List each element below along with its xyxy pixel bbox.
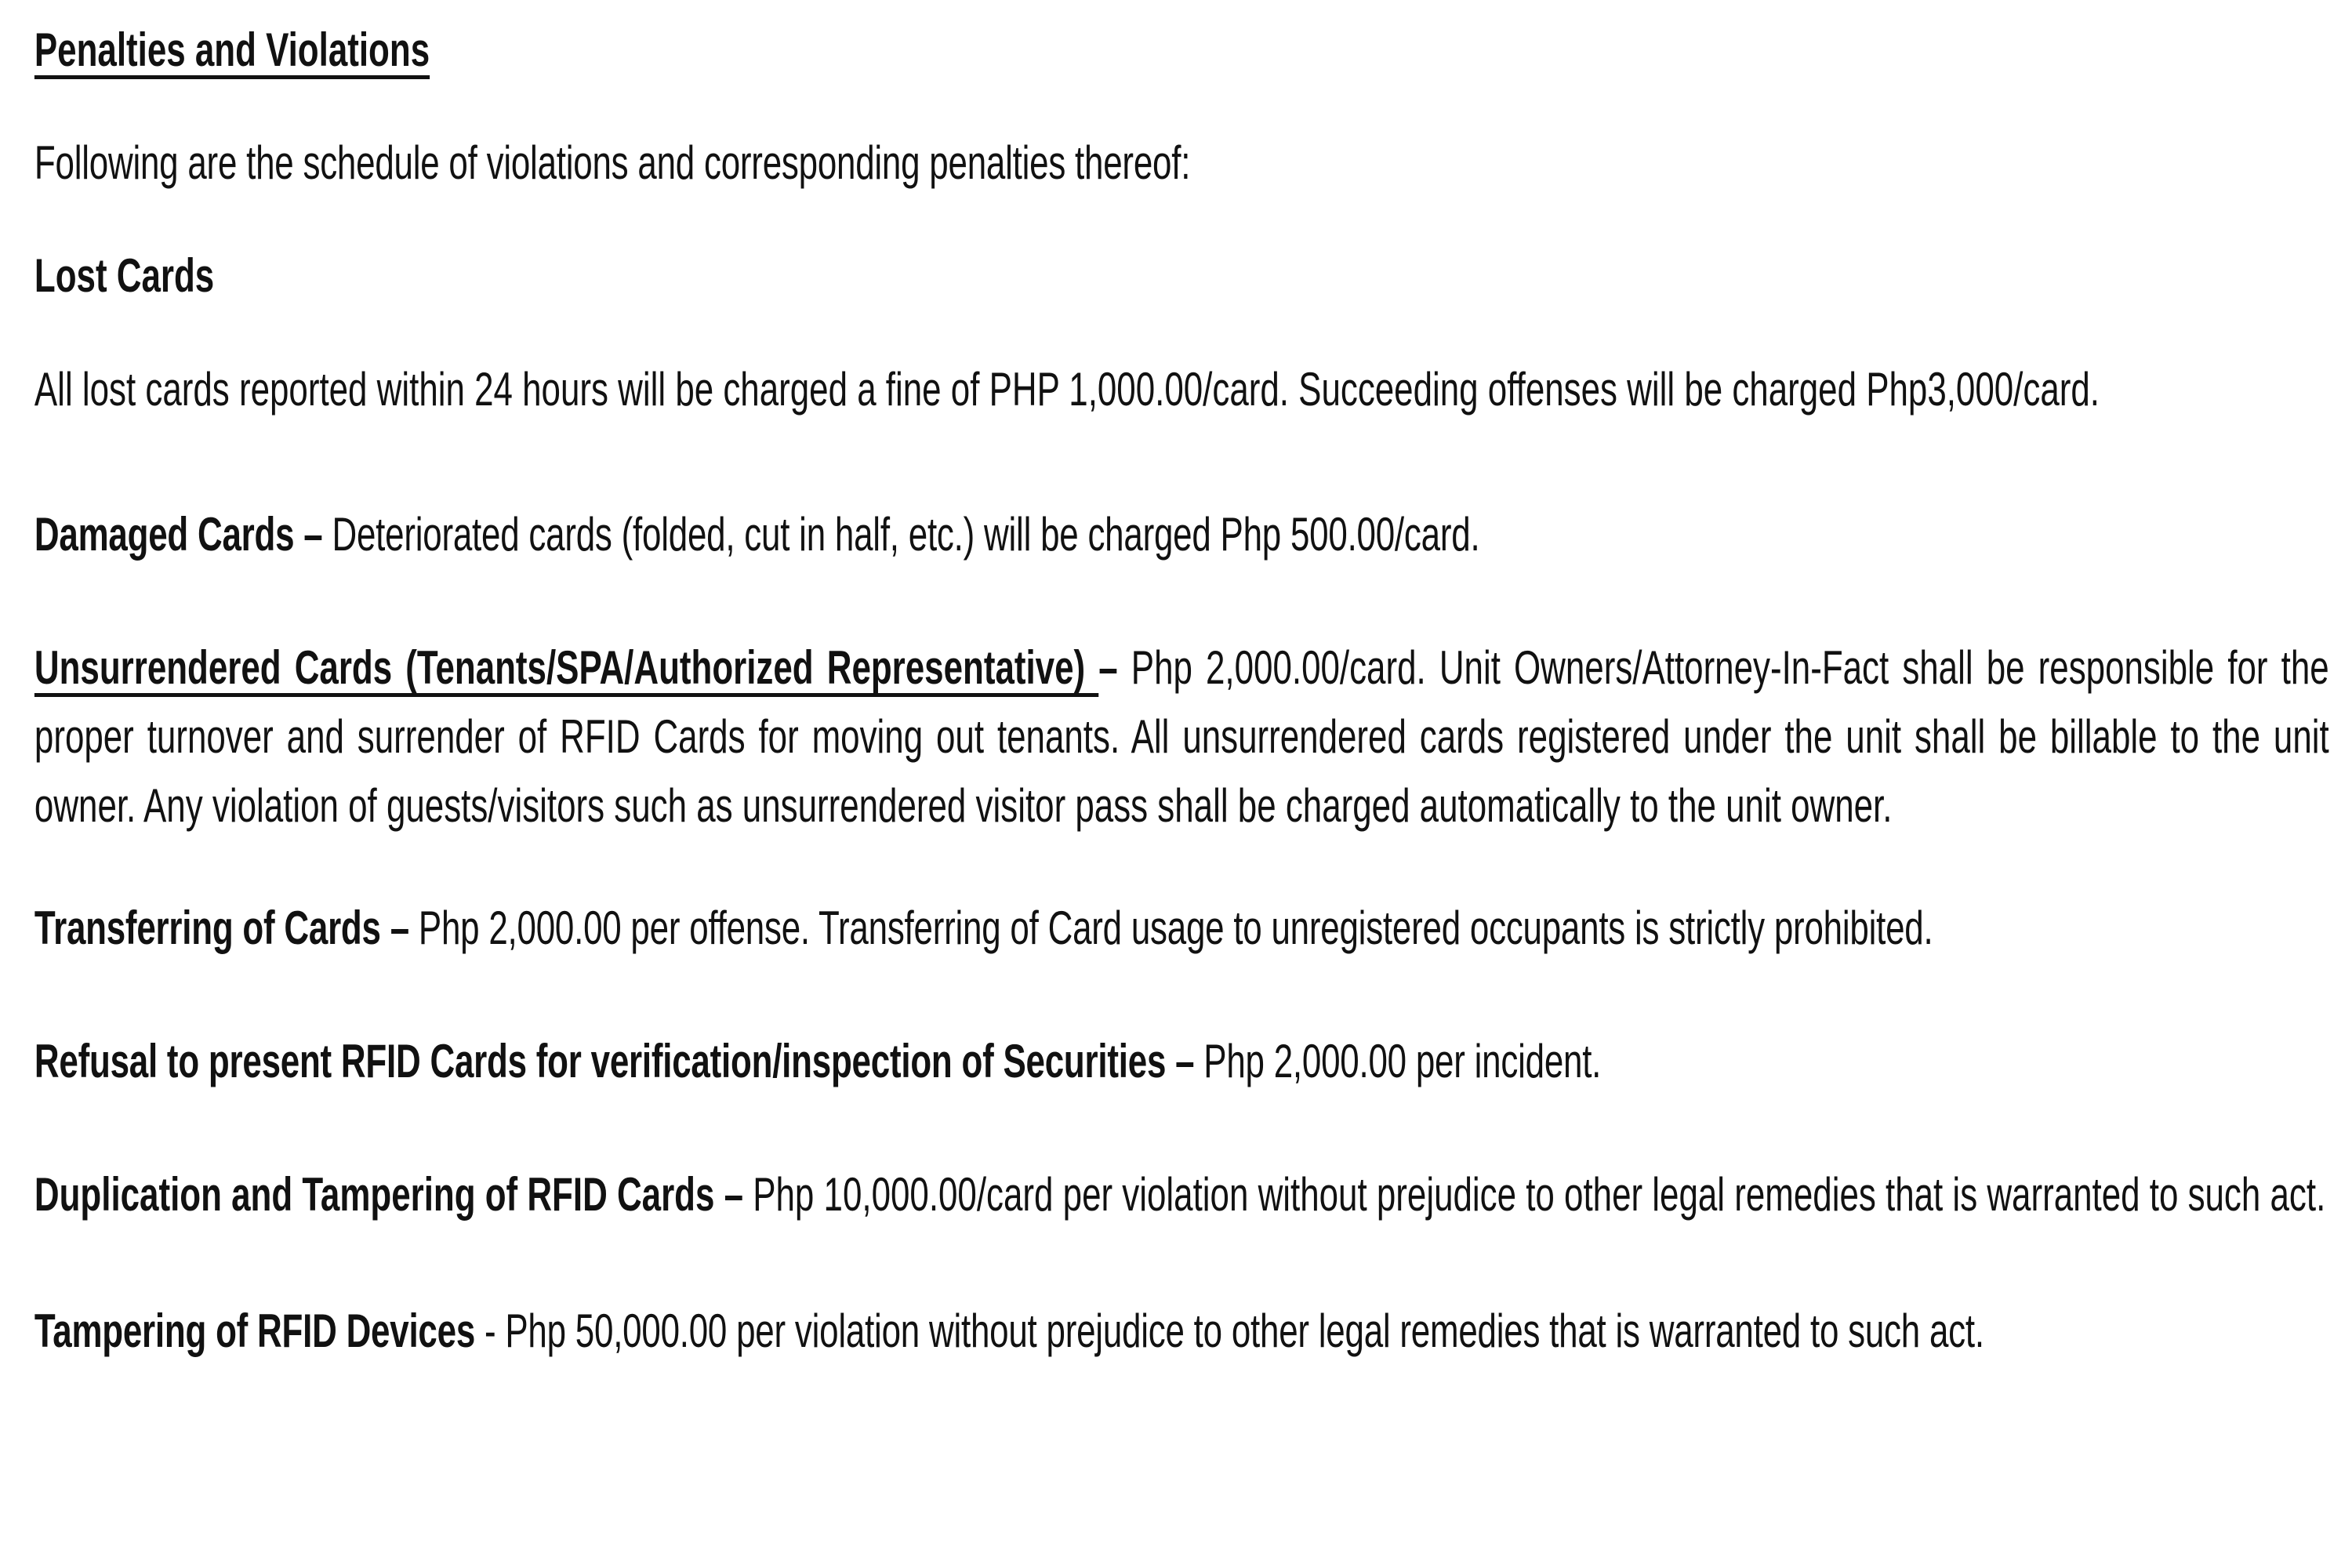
unsurrendered-cards-lead: Unsurrendered Cards (Tenants/SPA/Authorized Representative): [34, 641, 1099, 694]
page-title: Penalties and Violations: [34, 24, 430, 76]
damaged-cards-text: Deteriorated cards (folded, cut in half, etc.) will be charged Php 500.00/card.: [332, 508, 1480, 561]
unsurrendered-cards-paragraph: [34, 633, 2329, 840]
unsurrendered-cards-text: Php 2,000.00/card. Unit Owners/Attorney-In-Fact shall be responsible for the proper turnover and surrender of RFID Cards for moving out tenants. All unsurrendered cards registered under the unit shall be billable to the unit owner. Any violation of guests/visitors such as unsurrendered visitor pass shall be charged automatically to the unit owner.: [34, 641, 2329, 832]
tampering-devices-lead: Tampering of RFID Devices: [34, 1305, 485, 1357]
damaged-cards-paragraph: [34, 500, 2329, 569]
refusal-paragraph: [34, 1027, 2329, 1096]
intro-text: Following are the schedule of violations and corresponding penalties thereof:: [34, 136, 1191, 189]
damaged-cards-lead: Damaged Cards –: [34, 508, 332, 561]
tampering-devices-text: - Php 50,000.00 per violation without prejudice to other legal remedies that is warranted to such act.: [484, 1305, 1984, 1357]
duplication-tampering-lead: Duplication and Tampering of RFID Cards –: [34, 1168, 753, 1221]
refusal-lead: Refusal to present RFID Cards for verification/inspection of Securities –: [34, 1035, 1204, 1087]
tampering-devices-paragraph: [34, 1297, 2329, 1366]
duplication-tampering-paragraph: [34, 1160, 2329, 1229]
unsurrendered-cards-dash: –: [1098, 641, 1131, 694]
transferring-cards-text: Php 2,000.00 per offense. Transferring of Card usage to unregistered occupants is strictly prohibited.: [418, 902, 1933, 954]
lost-cards-paragraph: All lost cards reported within 24 hours will be charged a fine of PHP 1,000.00/card. Succeeding offenses will be charged Php3,000/card.: [34, 363, 2100, 416]
transferring-cards-paragraph: [34, 894, 2329, 963]
refusal-text: Php 2,000.00 per incident.: [1203, 1035, 1602, 1087]
duplication-tampering-text: Php 10,000.00/card per violation without prejudice to other legal remedies that is warranted to such act.: [753, 1168, 2326, 1221]
transferring-cards-lead: Transferring of Cards –: [34, 902, 419, 954]
lost-cards-heading: Lost Cards: [34, 249, 215, 302]
